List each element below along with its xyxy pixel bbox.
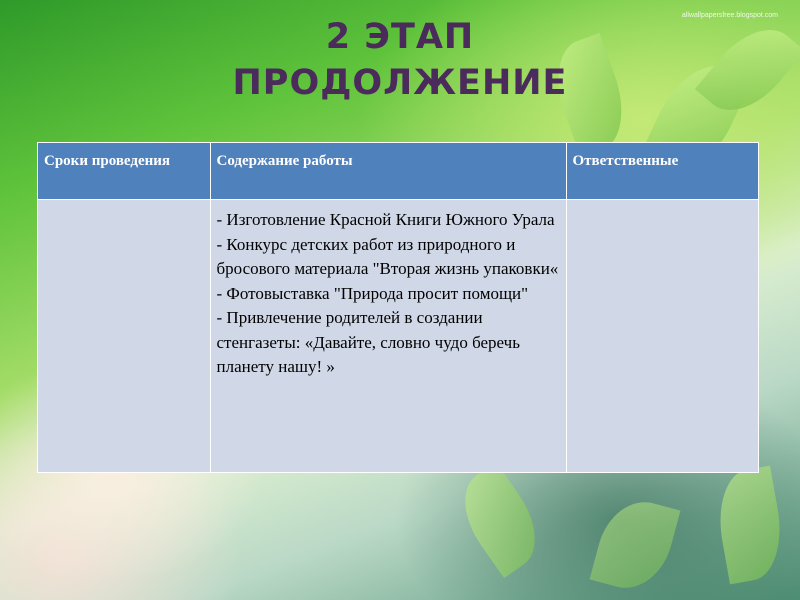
header-responsible: Ответственные: [566, 143, 758, 200]
table-row: [38, 200, 758, 473]
watermark-text: allwallpapersfree.blogspot.com: [681, 12, 778, 19]
content-item: - Фотовыставка "Природа просит помощи": [216, 283, 529, 303]
content-item: - Изготовление Красной Книги Южного Урала: [216, 210, 555, 229]
title-line-2: ПРОДОЛЖЕНИЕ: [232, 63, 568, 103]
plan-table-grid: [38, 143, 758, 472]
leaf-decoration: [447, 462, 554, 578]
leaf-decoration: [711, 466, 789, 585]
leaf-decoration: [590, 492, 681, 597]
table-header-row: [38, 143, 758, 200]
content-item: - Привлечение родителей в создании стенгазеты: «Давайте, словно чудо беречь планету нашу! »: [216, 308, 520, 376]
title-line-1: 2 ЭТАП: [325, 17, 475, 57]
content-item: - Конкурс детских работ из природного и бросового материала "Вторая жизнь упаковки«: [216, 234, 559, 278]
header-terms: Сроки проведения: [38, 143, 210, 200]
plan-table: [37, 142, 759, 473]
cell-content: [210, 200, 566, 473]
cell-terms: [38, 200, 210, 473]
cell-responsible: [566, 200, 758, 473]
slide-title: [0, 14, 800, 106]
header-content: Содержание работы: [210, 143, 566, 200]
